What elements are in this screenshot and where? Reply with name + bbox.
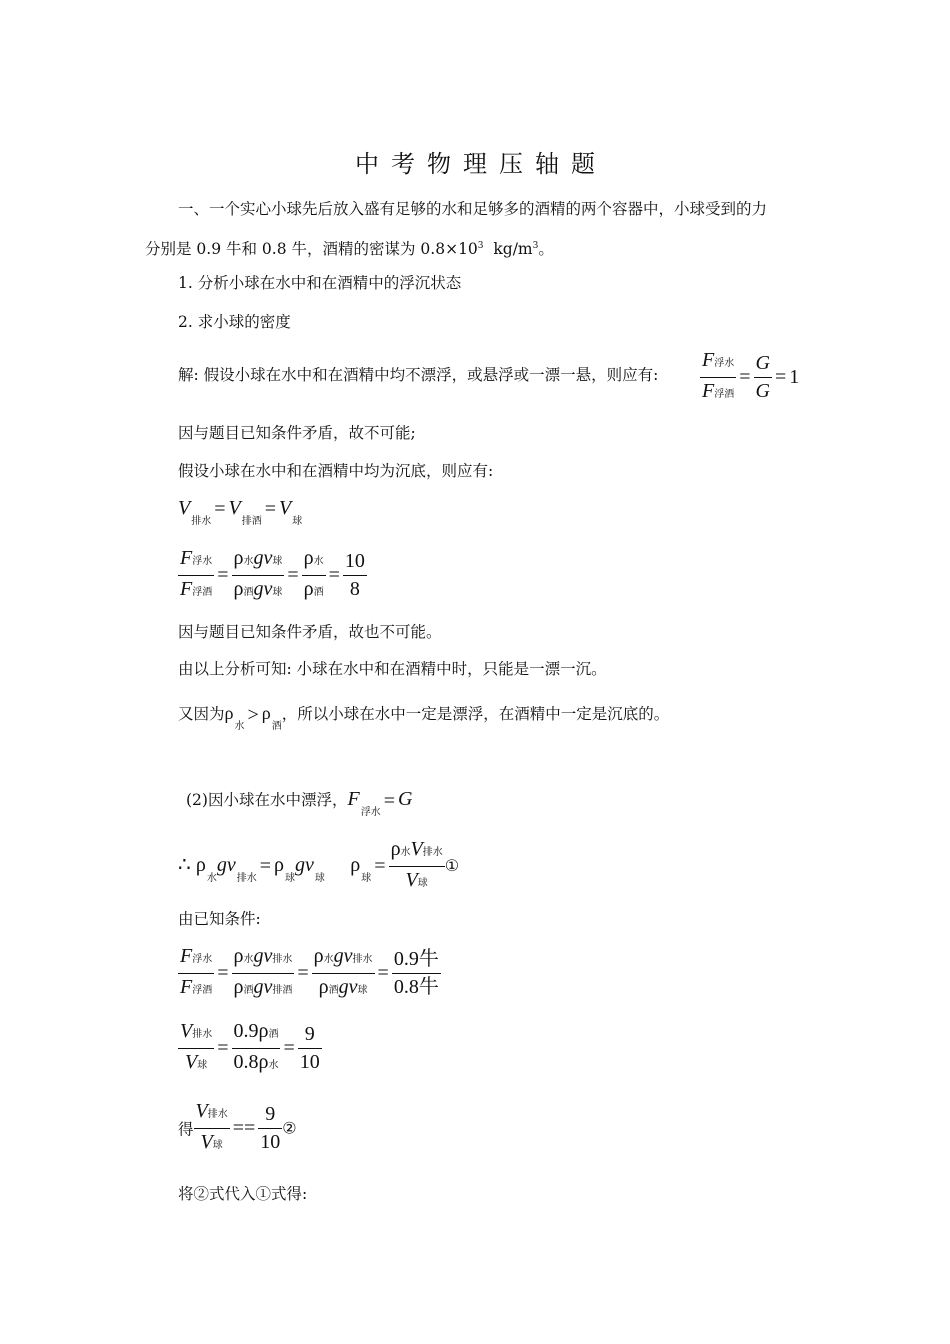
circled-2: ② bbox=[282, 1120, 297, 1138]
question-2: 2. 求小球的密度 bbox=[178, 313, 291, 331]
page-title bbox=[0, 144, 950, 179]
fraction: $\frac{\text{F浮水}}{\text{F浮酒}}$ bbox=[702, 349, 735, 402]
title-char: 题 bbox=[571, 150, 595, 178]
ratio-equation-2: $\frac{\text{F浮水}}{\text{F浮酒}}$ = $\frac{\text{ρ水gv球}}{\text{ρ酒gv球}}$ = $\frac{\text{ρ水}}{\text{ρ酒}}$ = $\frac{10}{8}$ bbox=[180, 547, 365, 600]
problem-line-1: 一、一个实心小球先后放入盛有足够的水和足够多的酒精的两个容器中，小球受到的力 bbox=[178, 200, 768, 218]
title-char: 中 bbox=[355, 150, 379, 178]
unit: kg/m bbox=[493, 240, 533, 259]
title-char: 压 bbox=[499, 150, 523, 178]
last-line: 将②式代入①式得: bbox=[178, 1185, 308, 1203]
question-1: 1. 分析小球在水中和在酒精中的浮沉状态 bbox=[178, 274, 462, 292]
solution-line-5: 由以上分析可知: 小球在水中和在酒精中时，只能是一漂一沉。 bbox=[178, 660, 607, 678]
title-char: 物 bbox=[427, 150, 451, 178]
exponent: 3 bbox=[532, 241, 539, 251]
punct: 。 bbox=[538, 240, 554, 259]
fraction: $\frac{G}{G}$ bbox=[755, 352, 770, 402]
known-conditions: 由已知条件: bbox=[178, 910, 261, 928]
circled-1: ① bbox=[444, 858, 460, 875]
title-char: 考 bbox=[391, 150, 415, 178]
problem-line-2-text: 分别是 0.9 牛和 0.8 牛，酒精的密谋为 0.8×10 bbox=[145, 240, 478, 259]
ratio-equation-3: $\frac{\text{F浮水}}{\text{F浮酒}}$ = $\frac{\text{ρ水gv排水}}{\text{ρ酒gv排酒}}$ = $\frac{\text{ρ水gv排水}}{\text{ρ酒gv球}}$ = $\frac{\text{0.9牛}}{\text{0.8牛}}$ bbox=[180, 945, 439, 998]
solution-line-6: 又因为$\rho_水> \rho_酒$，所以小球在水中一定是漂浮，在酒精中一定是沉底的。 bbox=[178, 703, 670, 732]
solution-line-4: 因与题目已知条件矛盾，故也不可能。 bbox=[178, 623, 442, 641]
solution-line-2: 因与题目已知条件矛盾，故不可能; bbox=[178, 424, 416, 442]
ratio-equation-5: 得 $\frac{\text{V排水}}{\text{V球}}$ == $\frac{9}{10}$ ② bbox=[178, 1100, 297, 1153]
title-char: 轴 bbox=[535, 150, 559, 178]
density-equation: ∴ $\rho_水gv_{排水}= \rho_球gv_球$ $\rho_球=$ $\frac{\text{ρ水V排水}}{\text{V球}}$ ① bbox=[178, 838, 460, 891]
exponent: 3 bbox=[477, 241, 484, 251]
solution-line-1: 解: 假设小球在水中和在酒精中均不漂浮，或悬浮或一漂一悬，则应有: bbox=[178, 366, 659, 384]
ratio-equation-4: $\frac{\text{V排水}}{\text{V球}}$ = $\frac{\text{0.9ρ酒}}{\text{0.8ρ水}}$ = $\frac{9}{10}$ bbox=[180, 1020, 320, 1073]
problem-line-2 bbox=[145, 235, 554, 260]
part-2-line: (2)因小球在水中漂浮，$F_{浮水}= G$ bbox=[186, 788, 413, 818]
ratio-equation-1: $\frac{\text{F浮水}}{\text{F浮酒}}$ = $\frac{G}{G}$ = 1 bbox=[700, 347, 799, 408]
title-char: 理 bbox=[463, 150, 487, 178]
volume-equation: $V_{排水}= V_{排酒}= V_球$ bbox=[178, 497, 303, 527]
solution-line-3: 假设小球在水中和在酒精中均为沉底，则应有: bbox=[178, 462, 494, 480]
